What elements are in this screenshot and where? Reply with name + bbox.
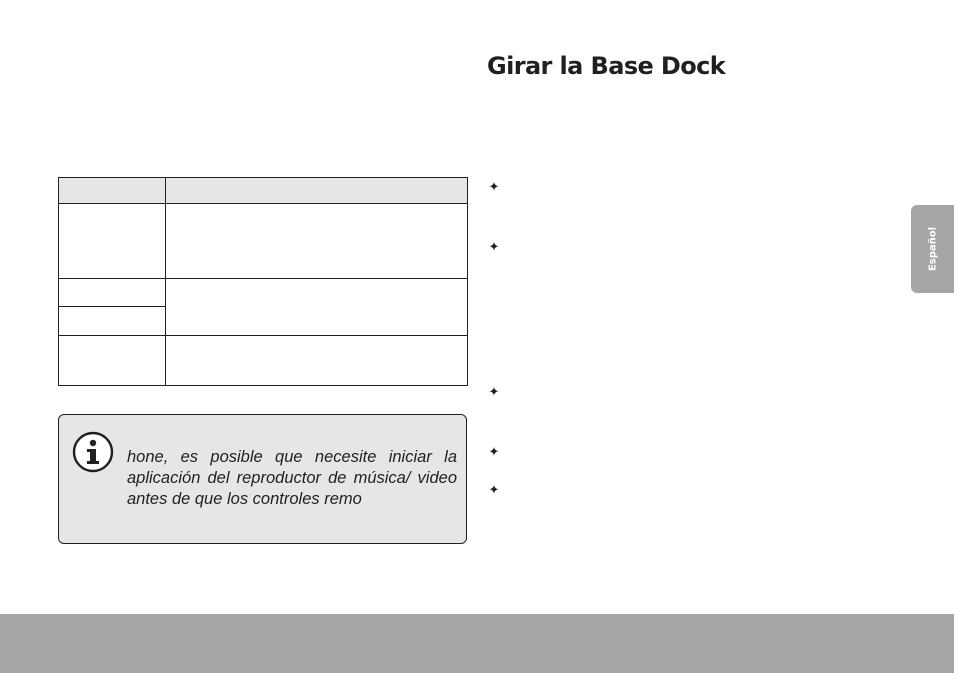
table-cell-desc xyxy=(166,336,468,386)
table-cell-key xyxy=(59,336,166,386)
table-row xyxy=(59,336,468,386)
table-header-row xyxy=(59,178,468,204)
bullet-icon: ✦ xyxy=(488,239,500,254)
note-text: hone, es posible que necesite iniciar la aplicación del reproductor de música/ video antes de que los controles remo xyxy=(127,448,457,508)
footer-bar xyxy=(0,614,954,673)
bullet-icon: ✦ xyxy=(488,384,500,399)
table-header-cell xyxy=(166,178,468,204)
table-cell-desc xyxy=(166,204,468,279)
info-icon xyxy=(72,431,114,473)
language-tab-label: Español xyxy=(927,226,938,272)
table-row xyxy=(59,279,468,307)
table-cell-key xyxy=(59,204,166,279)
controls-table xyxy=(58,177,468,386)
note-box xyxy=(58,414,467,544)
table-header-cell xyxy=(59,178,166,204)
table-row xyxy=(59,204,468,279)
table-cell-key xyxy=(59,307,166,336)
table-cell-desc xyxy=(166,279,468,336)
bullet-icon: ✦ xyxy=(488,179,500,194)
page-title: Girar la Base Dock xyxy=(487,52,726,80)
table-cell-key xyxy=(59,279,166,307)
language-tab xyxy=(911,205,954,293)
bullet-icon: ✦ xyxy=(488,444,500,459)
bullet-icon: ✦ xyxy=(488,482,500,497)
